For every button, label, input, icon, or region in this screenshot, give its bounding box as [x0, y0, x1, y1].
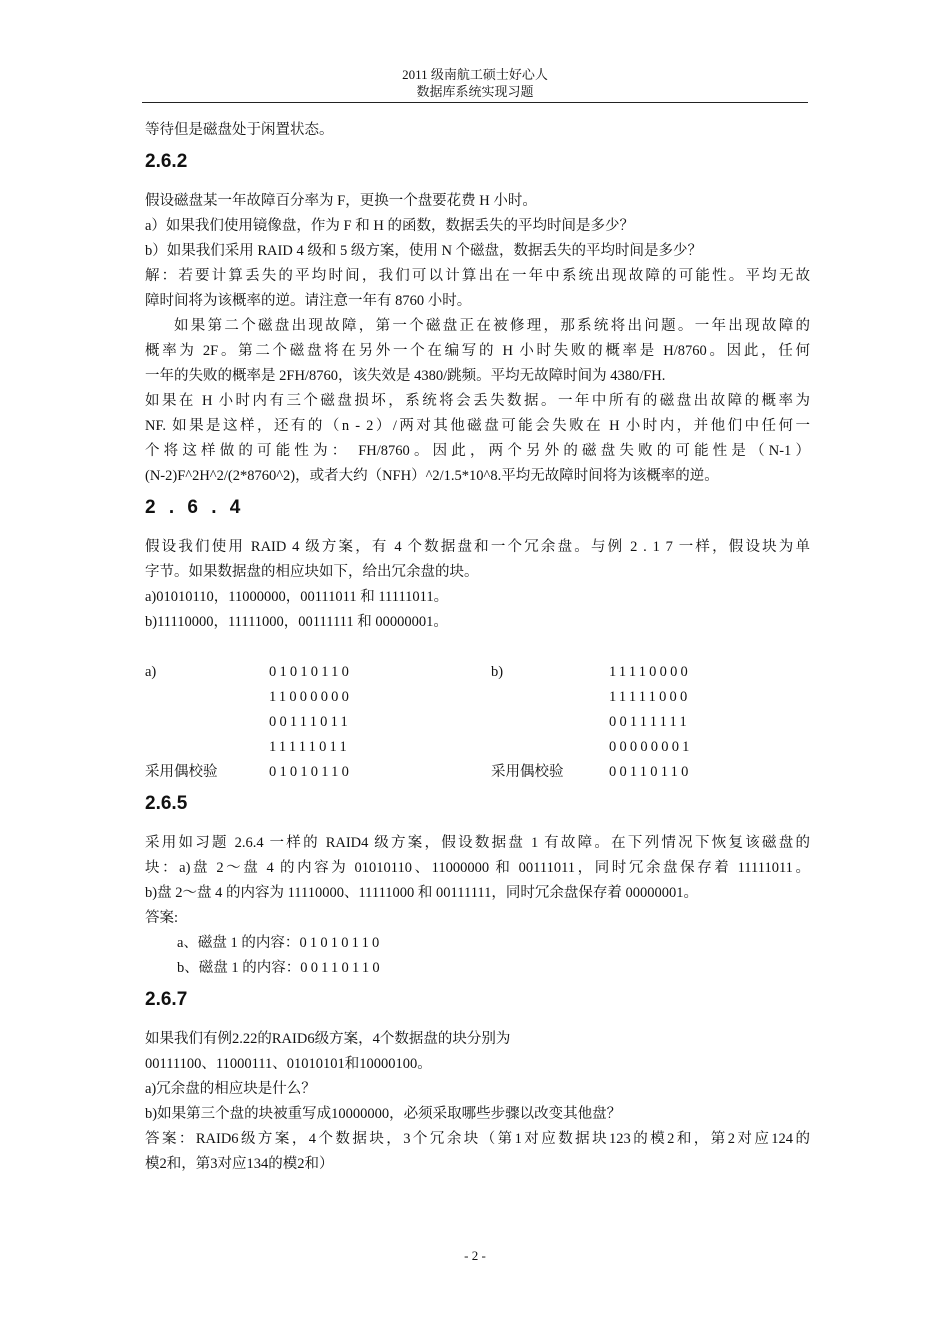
paragraph: b)盘 2～盘 4 的内容为 11110000、11111000 和 00111111，同时冗余盘保存着 00000001。 [145, 885, 698, 901]
table-row [145, 660, 809, 685]
paragraph: 个将这样做的可能性为： FH/8760。因此，两个另外的磁盘失败的可能性是（N-1） [145, 443, 810, 459]
answer-a [145, 931, 810, 956]
header-line-1: 2011 级南航工硕士好心人 [402, 67, 548, 82]
a-block: 00111011 [269, 714, 351, 730]
table-row [145, 685, 809, 710]
answer-b-value: 00110110 [300, 960, 383, 976]
page-header [142, 66, 808, 103]
document-body [145, 118, 810, 1177]
b-block: 11110000 [609, 664, 691, 680]
b-label: b) [491, 664, 504, 680]
parity-label: 采用偶校验 [145, 764, 218, 780]
paragraph: (N-2)F^2H^2/(2*8760^2)，或者大约（NFH）^2/1.5*10^8.平均无故障时间将为该概率的逆。 [145, 468, 719, 484]
paragraph: a)冗余盘的相应块是什么？ [145, 1081, 316, 1097]
paragraph: 假设我们使用 RAID 4 级方案，有 4 个数据盘和一个冗余盘。与例 2 . 1 7 一样，假设块为单 [145, 539, 810, 555]
answer-a-value: 01010110 [299, 935, 383, 951]
paragraph: 假设磁盘某一年故障百分率为 F，更换一个盘要花费 H 小时。 [145, 193, 537, 209]
section-title-267: 2.6.7 [145, 989, 188, 1010]
table-row [145, 760, 809, 785]
paragraph: 00111100、11000111、01010101和10000100。 [145, 1056, 432, 1072]
paragraph: 如果我们有例2.22的RAID6级方案，4个数据盘的块分别为 [145, 1031, 511, 1047]
paragraph: NF. 如果是这样，还有的（n - 2）/两对其他磁盘可能会失败在 H 小时内，并他们中任何一 [145, 418, 810, 434]
a-block: 01010110 [269, 664, 353, 680]
intro-line: 等待但是磁盘处于闲置状态。 [145, 122, 334, 138]
a-block: 11111011 [269, 739, 350, 755]
a-block: 11000000 [269, 689, 353, 705]
paragraph: 采用如习题 2.6.4 一样的 RAID4 级方案，假设数据盘 1 有故障。在下列情况下恢复该磁盘的 [145, 835, 810, 851]
paragraph: 如果在 H 小时内有三个磁盘损坏，系统将会丢失数据。一年中所有的磁盘出故障的概率为 [145, 393, 810, 409]
b-block: 00111111 [609, 714, 690, 730]
paragraph: 解：若要计算丢失的平均时间，我们可以计算出在一年中系统出现故障的可能性。平均无故 [145, 268, 810, 284]
answer-a-prefix: a、磁盘 1 的内容： [177, 935, 300, 951]
paragraph: b)如果第三个盘的块被重写成10000000，必须采取哪些步骤以改变其他盘？ [145, 1106, 622, 1122]
parity-label: 采用偶校验 [491, 764, 564, 780]
table-row [145, 735, 809, 760]
paragraph: b）如果我们采用 RAID 4 级和 5 级方案，使用 N 个磁盘，数据丢失的平均时间是多少？ [145, 243, 703, 259]
answer-b-prefix: b、磁盘 1 的内容： [177, 960, 301, 976]
section-title-264: 2 . 6 . 4 [145, 497, 245, 518]
page-number: - 2 - [464, 1248, 486, 1263]
section-title-262: 2.6.2 [145, 151, 188, 172]
header-line-2: 数据库系统实现习题 [416, 84, 534, 99]
paragraph: 如果第二个磁盘出现故障，第一个磁盘正在被修理，那系统将出问题。一年出现故障的 [174, 318, 810, 334]
paragraph: 答案：RAID6级方案，4个数据块，3个冗余块（第1对应数据块123的模2和，第2对应124的 [145, 1131, 810, 1147]
paragraph: 一年的失败的概率是 2FH/8760，该失效是 4380/跳频。平均无故障时间为 4380/FH. [145, 368, 666, 384]
parity-table [145, 660, 809, 785]
answer-b [145, 956, 810, 981]
section-title-265: 2.6.5 [145, 793, 188, 814]
paragraph: a）如果我们使用镜像盘，作为 F 和 H 的函数，数据丢失的平均时间是多少？ [145, 218, 634, 234]
paragraph: 字节。如果数据盘的相应块如下，给出冗余盘的块。 [145, 564, 479, 580]
paragraph: 概率为 2F。第二个磁盘将在另外一个在编写的 H 小时失败的概率是 H/8760。因此，任何 [145, 343, 810, 359]
b-block: 00000001 [609, 739, 693, 755]
a-label: a) [145, 664, 157, 680]
table-row [145, 710, 809, 735]
b-parity: 00110110 [609, 764, 692, 780]
paragraph: 块：a)盘 2～盘 4 的内容为 01010110、11000000 和 00111011，同时冗余盘保存着 11111011。 [145, 860, 810, 876]
paragraph: b)11110000，11111000，00111111 和 00000001。 [145, 614, 448, 630]
b-block: 11111000 [609, 689, 691, 705]
paragraph: 障时间将为该概率的逆。请注意一年有 8760 小时。 [145, 293, 472, 309]
answer-label: 答案: [145, 910, 179, 926]
paragraph: a)01010110，11000000，00111011 和 11111011。 [145, 589, 449, 605]
a-parity: 01010110 [269, 764, 353, 780]
paragraph: 模2和，第3对应134的模2和） [145, 1156, 334, 1172]
